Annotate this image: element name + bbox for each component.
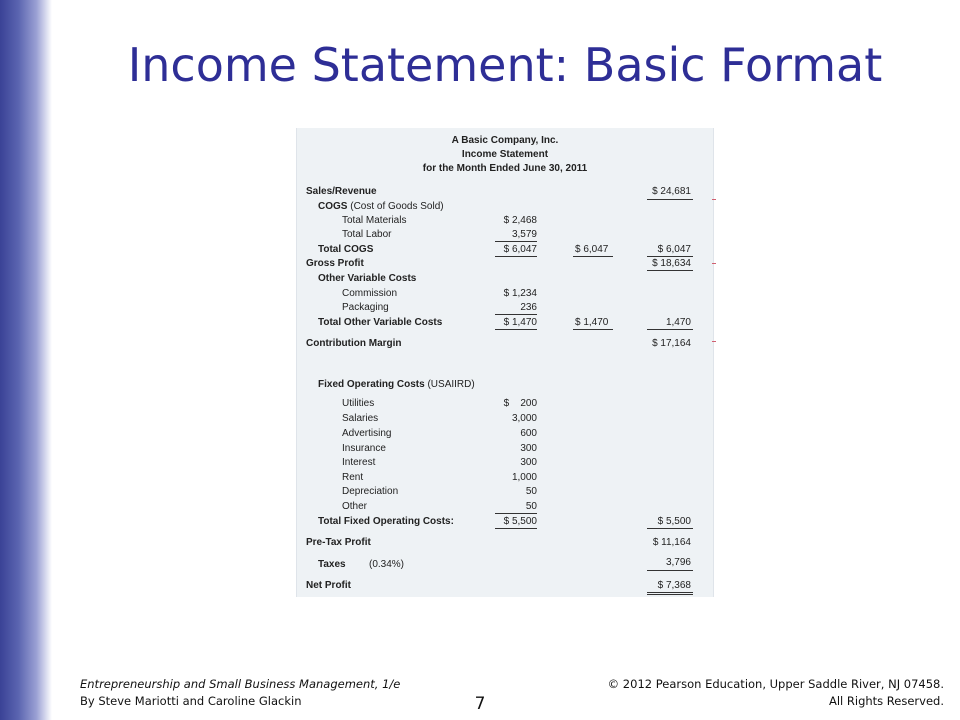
underline <box>647 329 693 330</box>
slide-title: Income Statement: Basic Format <box>127 38 883 92</box>
row-label-other-variable: Other Variable Costs <box>318 273 417 284</box>
row-label-depreciation: Depreciation <box>342 486 399 497</box>
value-taxes: 3,796 <box>665 557 691 568</box>
value-total-cogs-c2: $ 6,047 <box>575 244 609 255</box>
company-name: A Basic Company, Inc. <box>451 135 559 146</box>
value-total-other-variable-c2: $ 1,470 <box>575 317 609 328</box>
value-insurance: 300 <box>520 443 537 454</box>
footer-copyright: © 2012 Pearson Education, Upper Saddle River, NJ 07458. <box>607 677 944 691</box>
underline <box>573 329 613 330</box>
footer-rights: All Rights Reserved. <box>828 694 944 708</box>
statement-title: Income Statement <box>461 149 549 160</box>
underline <box>495 513 537 514</box>
value-rent: 1,000 <box>511 472 537 483</box>
value-utilities: $ 200 <box>503 398 537 409</box>
row-label-total-other-variable: Total Other Variable Costs <box>318 317 443 328</box>
value-pretax-profit: $ 11,164 <box>652 537 691 548</box>
value-net-profit: $ 7,368 <box>657 580 691 591</box>
value-materials: $ 2,468 <box>503 215 537 226</box>
underline <box>495 256 537 257</box>
row-label-total-fixed: Total Fixed Operating Costs: <box>318 516 454 527</box>
underline <box>647 570 693 571</box>
row-label-cogs: COGS (Cost of Goods Sold) <box>318 201 444 212</box>
row-label-sales: Sales/Revenue <box>306 186 377 197</box>
row-label-gross-profit: Gross Profit <box>306 258 364 269</box>
value-labor: 3,579 <box>511 229 537 240</box>
value-total-fixed-c1: $ 5,500 <box>503 516 537 527</box>
value-depreciation: 50 <box>525 486 537 497</box>
value-total-fixed-c3: $ 5,500 <box>657 516 691 527</box>
taxes-rate-note: (0.34%) <box>369 559 405 570</box>
footer-book-title: Entrepreneurship and Small Business Management, 1/e <box>80 677 401 691</box>
row-label-fixed-costs: Fixed Operating Costs (USAIIRD) <box>318 379 475 390</box>
row-label-contribution-margin: Contribution Margin <box>306 338 402 349</box>
underline <box>647 199 693 200</box>
footer-book-info <box>80 676 400 710</box>
row-label-labor: Total Labor <box>342 229 392 240</box>
value-total-other-variable-c3: 1,470 <box>665 317 691 328</box>
side-decoration-bar <box>0 0 52 720</box>
value-total-other-variable-c1: $ 1,470 <box>503 317 537 328</box>
double-underline <box>647 594 693 595</box>
row-label-utilities: Utilities <box>342 398 375 409</box>
value-interest: 300 <box>520 457 537 468</box>
footer-authors: By Steve Mariotti and Caroline Glackin <box>80 694 302 708</box>
value-gross-profit: $ 18,634 <box>652 258 691 269</box>
value-other: 50 <box>525 501 537 512</box>
row-label-commission: Commission <box>342 288 398 299</box>
value-total-cogs-c1: $ 6,047 <box>503 244 537 255</box>
value-advertising: 600 <box>520 428 537 439</box>
value-sales: $ 24,681 <box>652 186 691 197</box>
row-label-salaries: Salaries <box>342 413 379 424</box>
income-statement-image <box>296 128 714 597</box>
value-commission: $ 1,234 <box>503 288 537 299</box>
row-label-taxes: Taxes <box>318 559 346 570</box>
statement-period: for the Month Ended June 30, 2011 <box>422 163 588 174</box>
underline <box>495 314 537 315</box>
value-contribution-margin: $ 17,164 <box>652 338 691 349</box>
margin-tick <box>712 263 716 264</box>
double-underline <box>647 592 693 593</box>
value-salaries: 3,000 <box>511 413 537 424</box>
underline <box>647 256 693 257</box>
row-label-rent: Rent <box>342 472 364 483</box>
row-label-advertising: Advertising <box>342 428 392 439</box>
row-label-pretax-profit: Pre-Tax Profit <box>306 537 371 548</box>
row-label-materials: Total Materials <box>342 215 407 226</box>
value-total-cogs-c3: $ 6,047 <box>657 244 691 255</box>
page-number: 7 <box>474 694 486 714</box>
underline <box>495 241 537 242</box>
margin-tick <box>712 341 716 342</box>
row-label-interest: Interest <box>342 457 376 468</box>
row-label-total-cogs: Total COGS <box>318 244 374 255</box>
underline <box>573 256 613 257</box>
row-label-other: Other <box>342 501 368 512</box>
row-label-packaging: Packaging <box>342 302 389 313</box>
underline <box>647 528 693 529</box>
margin-tick <box>712 199 716 200</box>
underline <box>495 329 537 330</box>
row-label-net-profit: Net Profit <box>306 580 351 591</box>
value-packaging: 236 <box>520 302 537 313</box>
row-label-insurance: Insurance <box>342 443 386 454</box>
underline <box>647 270 693 271</box>
underline <box>495 528 537 529</box>
footer-copyright-info <box>608 676 944 710</box>
